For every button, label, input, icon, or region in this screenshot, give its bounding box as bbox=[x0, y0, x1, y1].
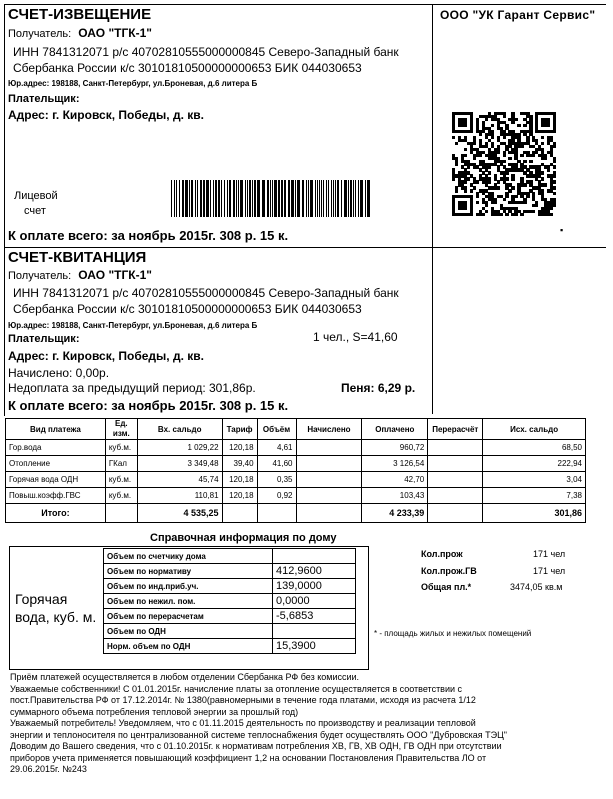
table-row bbox=[104, 579, 356, 594]
cell-charged bbox=[296, 472, 362, 488]
table-header-row bbox=[6, 419, 586, 440]
side-label-line-1: Горячая bbox=[15, 591, 68, 607]
cell-paid: 42,70 bbox=[362, 472, 428, 488]
col-header: Ед. изм. bbox=[105, 419, 137, 440]
cell-tariff: 120,18 bbox=[222, 472, 257, 488]
cell-recalc bbox=[428, 456, 483, 472]
kv-bank-line-2: Сбербанка России к/с 30101810500000000653 БИК 044030653 bbox=[13, 302, 362, 316]
cell-recalc bbox=[428, 472, 483, 488]
kvitanciya-total: К оплате всего: за ноябрь 2015г. 308 р. 15 к. bbox=[8, 398, 289, 413]
note-line: Приём платежей осуществляется в любом отделении Сбербанка РФ без комиссии. bbox=[10, 672, 360, 682]
note-line: Доводим до Вашего сведения, что с 01.10.2015г. к нормативам потребления ХВ, ГВ, ХВ ОДН, ГВ ОДН при отсутствии bbox=[10, 741, 502, 751]
ref-label: Объем по инд.приб.уч. bbox=[104, 579, 273, 594]
cell-charged bbox=[296, 440, 362, 456]
payer-address: Адрес: г. Кировск, Победы, д. кв. bbox=[8, 108, 204, 122]
ref-value bbox=[273, 624, 356, 639]
ref-label: Объем по ОДН bbox=[104, 624, 273, 639]
col-header: Оплачено bbox=[362, 419, 428, 440]
barcode bbox=[171, 180, 371, 217]
kv-payer-label: Плательщик: bbox=[8, 333, 80, 345]
payer-label: Плательщик: bbox=[8, 93, 80, 105]
note-line: 29.06.2015г. №243 bbox=[10, 764, 87, 774]
note-line: энергии и теплоносителя по централизованной системе теплоснабжения будет осуществлять ООО "Дубровская ТЭЦ" bbox=[10, 729, 507, 740]
kv-recipient-label: Получатель: bbox=[8, 270, 72, 282]
cell-charged bbox=[296, 488, 362, 504]
total-label: Итого: bbox=[6, 504, 106, 523]
izveshchenie-title: СЧЕТ-ИЗВЕЩЕНИЕ bbox=[8, 6, 152, 23]
empty-cell bbox=[257, 504, 296, 523]
recipient-name: ОАО "ТГК-1" bbox=[78, 26, 152, 40]
cell-service: Гор.вода bbox=[6, 440, 106, 456]
empty-cell bbox=[296, 504, 362, 523]
cell-service: Горячая вода ОДН bbox=[6, 472, 106, 488]
izveshchenie-total: К оплате всего: за ноябрь 2015г. 308 р. 15 к. bbox=[8, 228, 289, 243]
cell-volume: 0,35 bbox=[257, 472, 296, 488]
cell-volume: 41,60 bbox=[257, 456, 296, 472]
kv-persons: 1 чел., S=41,60 bbox=[313, 330, 398, 344]
table-row bbox=[104, 609, 356, 624]
table-row bbox=[104, 624, 356, 639]
bank-line-2: Сбербанка России к/с 30101810500000000653 БИК 044030653 bbox=[13, 61, 362, 75]
ref-label: Норм. объем по ОДН bbox=[104, 639, 273, 654]
cell-unit: куб.м. bbox=[105, 440, 137, 456]
kv-bank-line-1: ИНН 7841312071 р/с 40702810555000000845 Северо-Западный банк bbox=[13, 286, 399, 300]
kol-prozh-label: Кол.прож bbox=[421, 549, 463, 559]
cell-unit: куб.м. bbox=[105, 472, 137, 488]
cell-out: 68,50 bbox=[483, 440, 586, 456]
reference-side-label bbox=[15, 590, 96, 626]
company-name: ООО "УК Гарант Сервис" bbox=[440, 8, 596, 22]
ref-value: 139,0000 bbox=[273, 579, 356, 594]
col-header: Начислено bbox=[296, 419, 362, 440]
kvitanciya-title: СЧЕТ-КВИТАНЦИЯ bbox=[8, 249, 147, 266]
cell-tariff: 120,18 bbox=[222, 440, 257, 456]
legal-address: Юр.адрес: 198188, Санкт-Петербург, ул.Броневая, д.6 литера Б bbox=[8, 79, 258, 88]
kv-legal-address: Юр.адрес: 198188, Санкт-Петербург, ул.Броневая, д.6 литера Б bbox=[8, 321, 258, 330]
empty-cell bbox=[428, 504, 483, 523]
total-out: 301,86 bbox=[483, 504, 586, 523]
cell-paid: 103,43 bbox=[362, 488, 428, 504]
kv-penalty: Пеня: 6,29 р. bbox=[341, 381, 416, 395]
cell-recalc bbox=[428, 440, 483, 456]
empty-cell bbox=[222, 504, 257, 523]
cell-tariff: 120,18 bbox=[222, 488, 257, 504]
divider-mid bbox=[4, 247, 606, 248]
divider-vertical bbox=[432, 4, 433, 414]
cell-unit: ГКал bbox=[105, 456, 137, 472]
cell-out: 3,04 bbox=[483, 472, 586, 488]
cell-volume: 4,61 bbox=[257, 440, 296, 456]
ref-value: -5,6853 bbox=[273, 609, 356, 624]
ref-label: Объем по счетчику дома bbox=[104, 549, 273, 564]
col-header: Тариф bbox=[222, 419, 257, 440]
ref-label: Объем по нормативу bbox=[104, 564, 273, 579]
ref-value: 0,0000 bbox=[273, 594, 356, 609]
area-value: 3474,05 кв.м bbox=[510, 582, 563, 592]
reference-title: Справочная информация по дому bbox=[150, 532, 337, 544]
table-row bbox=[6, 488, 586, 504]
table-row bbox=[104, 639, 356, 654]
area-label: Общая пл.* bbox=[421, 582, 472, 592]
qr-code bbox=[452, 112, 556, 216]
cell-paid: 960,72 bbox=[362, 440, 428, 456]
area-footnote: * - площадь жилых и нежилых помещений bbox=[374, 629, 532, 638]
kol-prozh-gv-value: 171 чел bbox=[533, 566, 566, 576]
divider-left bbox=[4, 4, 5, 416]
cell-in: 110,81 bbox=[137, 488, 222, 504]
empty-cell bbox=[105, 504, 137, 523]
kv-charged: Начислено: 0,00р. bbox=[8, 366, 110, 380]
account-label-1: Лицевой bbox=[14, 190, 58, 202]
cell-tariff: 39,40 bbox=[222, 456, 257, 472]
cell-in: 1 029,22 bbox=[137, 440, 222, 456]
ref-value bbox=[273, 549, 356, 564]
note-line: приборов учета применяется повышающий коэффициент 1,2 на основании Постановления Правительства ЛО от bbox=[10, 752, 487, 763]
table-row bbox=[6, 440, 586, 456]
cell-in: 45,74 bbox=[137, 472, 222, 488]
cell-volume: 0,92 bbox=[257, 488, 296, 504]
cell-recalc bbox=[428, 488, 483, 504]
table-row bbox=[104, 594, 356, 609]
table-row bbox=[104, 549, 356, 564]
col-header: Вид платежа bbox=[6, 419, 106, 440]
notes-block bbox=[10, 672, 507, 776]
cell-in: 3 349,48 bbox=[137, 456, 222, 472]
divider-top bbox=[4, 4, 606, 5]
recipient-label: Получатель: bbox=[8, 28, 72, 40]
cell-service: Отопление bbox=[6, 456, 106, 472]
payments-table bbox=[5, 418, 586, 523]
bank-line-1: ИНН 7841312071 р/с 40702810555000000845 Северо-Западный банк bbox=[13, 45, 399, 59]
col-header: Перерасчёт bbox=[428, 419, 483, 440]
cell-out: 222,94 bbox=[483, 456, 586, 472]
cell-paid: 3 126,54 bbox=[362, 456, 428, 472]
note-line: пост.Правительства РФ от 17.12.2014г. № 1380(равномерными в течение года платами, исходя из расчета 1/12 bbox=[10, 695, 476, 705]
table-row bbox=[6, 472, 586, 488]
reference-table bbox=[103, 548, 356, 654]
kv-recipient-row bbox=[8, 268, 152, 282]
kv-payer-address: Адрес: г. Кировск, Победы, д. кв. bbox=[8, 349, 204, 363]
qr-dot: ▪ bbox=[560, 225, 564, 235]
total-row bbox=[6, 504, 586, 523]
ref-label: Объем по нежил. пом. bbox=[104, 594, 273, 609]
table-row bbox=[6, 456, 586, 472]
ref-value: 15,3900 bbox=[273, 639, 356, 654]
kv-debt: Недоплата за предыдущий период: 301,86р. bbox=[8, 381, 256, 395]
cell-out: 7,38 bbox=[483, 488, 586, 504]
ref-label: Объем по перерасчетам bbox=[104, 609, 273, 624]
account-label-2: счет bbox=[24, 205, 46, 217]
cell-service: Повыш.коэфф.ГВС bbox=[6, 488, 106, 504]
note-line: Уважаемые собственники! С 01.01.2015г. начисление платы за отопление осуществляется в соответствии с bbox=[10, 683, 463, 694]
total-paid: 4 233,39 bbox=[362, 504, 428, 523]
table-row bbox=[104, 564, 356, 579]
col-header: Вх. сальдо bbox=[137, 419, 222, 440]
recipient-row bbox=[8, 26, 152, 40]
col-header: Исх. сальдо bbox=[483, 419, 586, 440]
kv-recipient-name: ОАО "ТГК-1" bbox=[78, 268, 152, 282]
ref-value: 412,9600 bbox=[273, 564, 356, 579]
total-in: 4 535,25 bbox=[137, 504, 222, 523]
cell-charged bbox=[296, 456, 362, 472]
cell-unit: куб.м. bbox=[105, 488, 137, 504]
side-label-line-2: вода, куб. м. bbox=[15, 609, 97, 625]
col-header: Объём bbox=[257, 419, 296, 440]
kol-prozh-value: 171 чел bbox=[533, 549, 566, 559]
note-line: Уважаемый потребитель! Уведомляем, что с 01.11.2015 деятельность по производству и реализации тепловой bbox=[10, 718, 476, 728]
note-line: суммарного объема потребления тепловой энергии за прошлый год) bbox=[10, 706, 299, 717]
kol-prozh-gv-label: Кол.прож.ГВ bbox=[421, 566, 477, 576]
